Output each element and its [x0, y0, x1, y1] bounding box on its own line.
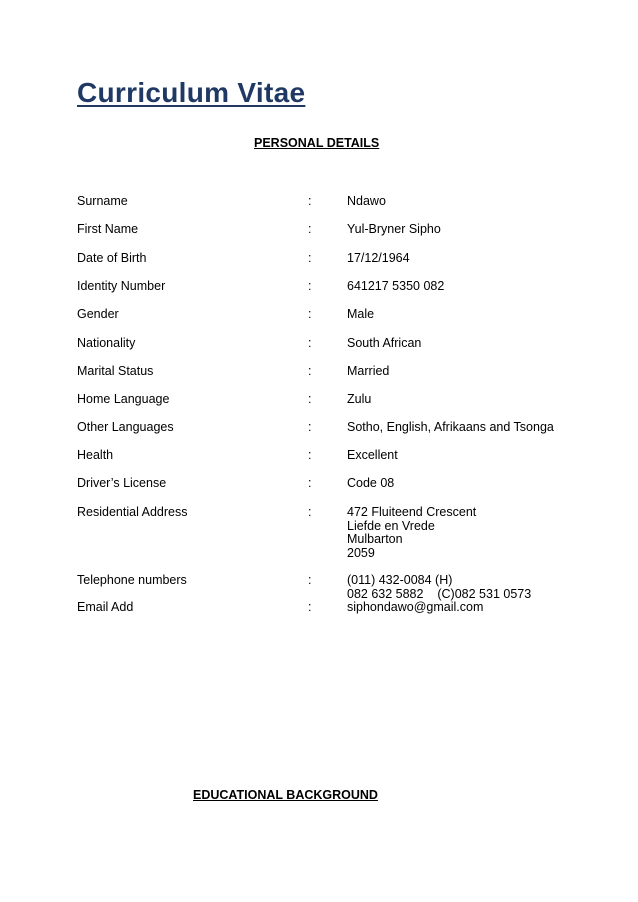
gender-label: Gender — [77, 307, 119, 321]
telephone-value — [347, 574, 531, 601]
other-languages-label: Other Languages — [77, 420, 174, 434]
other-languages-value: Sotho, English, Afrikaans and Tsonga — [347, 420, 554, 434]
email-label: Email Add — [77, 600, 134, 614]
identity-number-label: Identity Number — [77, 279, 166, 293]
marital-status-value: Married — [347, 364, 390, 378]
address-line: Liefde en Vrede — [347, 518, 435, 533]
separator-colon: : — [308, 600, 312, 614]
date-of-birth-label: Date of Birth — [77, 251, 147, 265]
first-name-label: First Name — [77, 222, 139, 236]
first-name-value: Yul-Bryner Sipho — [347, 222, 441, 236]
separator-colon: : — [308, 194, 312, 208]
nationality-label: Nationality — [77, 336, 136, 350]
separator-colon: : — [308, 222, 312, 236]
separator-colon: : — [308, 307, 312, 321]
gender-value: Male — [347, 307, 375, 321]
marital-status-label: Marital Status — [77, 364, 154, 378]
surname-value: Ndawo — [347, 194, 386, 208]
address-line: 472 Fluiteend Crescent — [347, 505, 477, 519]
separator-colon: : — [308, 476, 312, 490]
telephone-line: 082 632 5882 (C)082 531 0573 — [347, 586, 532, 601]
address-line: Mulbarton — [347, 532, 403, 546]
separator-colon: : — [308, 505, 312, 519]
separator-colon: : — [308, 336, 312, 350]
separator-colon: : — [308, 279, 312, 293]
surname-label: Surname — [77, 194, 128, 208]
health-value: Excellent — [347, 448, 398, 462]
address-line: 2059 — [347, 545, 375, 560]
separator-colon: : — [308, 420, 312, 434]
email-value: siphondawo@gmail.com — [347, 600, 484, 614]
home-language-value: Zulu — [347, 392, 372, 406]
home-language-label: Home Language — [77, 392, 170, 406]
identity-number-value: 641217 5350 082 — [347, 279, 445, 293]
residential-address-label: Residential Address — [77, 505, 188, 519]
date-of-birth-value: 17/12/1964 — [347, 251, 410, 265]
nationality-value: South African — [347, 336, 422, 350]
telephone-line: (011) 432-0084 (H) — [347, 573, 453, 587]
separator-colon: : — [308, 392, 312, 406]
drivers-license-label: Driver’s License — [77, 476, 167, 490]
telephone-label: Telephone numbers — [77, 573, 187, 587]
residential-address-value — [347, 506, 476, 560]
page-title: Curriculum Vitae — [77, 77, 306, 108]
separator-colon: : — [308, 364, 312, 378]
health-label: Health — [77, 448, 114, 462]
educational-background-heading: EDUCATIONAL BACKGROUND — [193, 788, 378, 802]
personal-details-heading: PERSONAL DETAILS — [254, 136, 380, 150]
separator-colon: : — [308, 573, 312, 587]
separator-colon: : — [308, 251, 312, 265]
separator-colon: : — [308, 448, 312, 462]
drivers-license-value: Code 08 — [347, 476, 395, 490]
